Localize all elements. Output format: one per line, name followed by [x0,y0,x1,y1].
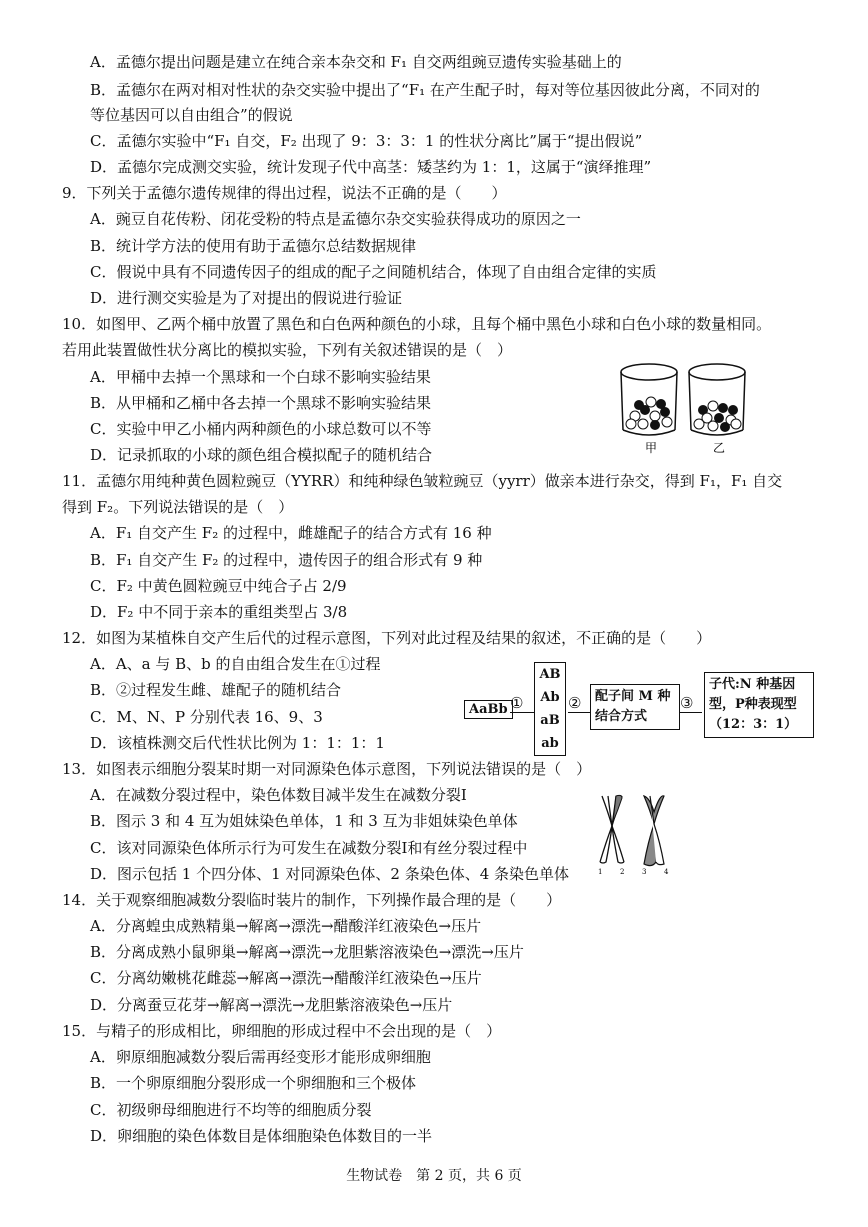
combination-box: 配子间 M 种结合方式 [590,684,680,730]
text-line: A．分离蝗虫成熟精巢→解离→漂洗→醋酸洋红液染色→压片 [90,917,482,935]
text-line: 14．关于观察细胞减数分裂临时装片的制作，下列操作最合理的是（ ） [62,891,562,909]
text-line: 12．如图为某植株自交产生后代的过程示意图，下列对此过程及结果的叙述，不正确的是（ ） [62,629,712,647]
bucket-label-yi: 乙 [713,441,726,455]
chromatid-label-3: 3 [642,868,647,876]
text-line: D．进行测交实验是为了对提出的假说进行验证 [90,289,403,307]
text-line: C．分离幼嫩桃花雌蕊→解离→漂洗→醋酸洋红液染色→压片 [90,969,482,987]
text-line: C．初级卵母细胞进行不均等的细胞质分裂 [90,1101,372,1119]
arrow-2 [568,712,590,713]
text-line: C．F₂ 中黄色圆粒豌豆中纯合子占 2/9 [90,577,347,595]
text-line: C．假说中具有不同遗传因子的组成的配子之间随机结合，体现了自由组合定律的实质 [90,263,657,281]
text-line: B．孟德尔在两对相对性状的杂交实验中提出了“F₁ 在产生配子时，每对等位基因彼此分离，不同对的 [90,81,760,99]
text-line: A．豌豆自花传粉、闭花受粉的特点是孟德尔杂交实验获得成功的原因之一 [90,210,581,228]
text-line: A．卵原细胞减数分裂后需再经变形才能形成卵细胞 [90,1048,431,1066]
chromosome-gray [644,796,664,866]
text-line: D．卵细胞的染色体数目是体细胞染色体数目的一半 [90,1127,433,1145]
text-line: B．统计学方法的使用有助于孟德尔总结数据规律 [90,237,417,255]
gamete-ab-3: aB [540,713,560,728]
text-line: 等位基因可以自由组合”的假说 [90,106,293,124]
text-line: B．分离成熟小鼠卵巢→解离→漂洗→龙胆紫溶液染色→漂洗→压片 [90,943,524,961]
arrow-3 [680,712,702,713]
text-line: D．分离蚕豆花芽→解离→漂洗→龙胆紫溶液染色→压片 [90,996,453,1014]
text-line: D．该植株测交后代性状比例为 1：1：1：1 [90,734,385,752]
text-line: C．孟德尔实验中“F₁ 自交，F₂ 出现了 9：3：3：1 的性状分离比”属于“提出假说” [90,132,643,150]
text-line: B．F₁ 自交产生 F₂ 的过程中，遗传因子的组合形式有 9 种 [90,551,483,569]
figure-13-chromosomes [592,792,682,876]
text-line: 15．与精子的形成相比，卵细胞的形成过程中不会出现的是（ ） [62,1022,502,1040]
text-line: C．实验中甲乙小桶内两种颜色的小球总数可以不等 [90,420,432,438]
text-line: D．图示包括 1 个四分体、1 对同源染色体、2 条染色体、4 条染色单体 [90,865,570,883]
text-line: C．该对同源染色体所示行为可发生在减数分裂Ⅰ和有丝分裂过程中 [90,839,528,857]
offspring-box: 子代:N 种基因型，P种表现型（12：3：1） [704,672,814,738]
text-line: C．M、N、P 分别代表 16、9、3 [90,708,323,726]
text-line: B．一个卵原细胞分裂形成一个卵细胞和三个极体 [90,1074,417,1092]
figure-12-flow [460,660,820,760]
page-footer: 生物试卷 第 2 页，共 6 页 [346,1168,522,1184]
gamete-ab-1: AB [539,667,561,682]
step-1-label: ① [510,694,524,712]
text-line: A．孟德尔提出问题是建立在纯合亲本杂交和 F₁ 自交两组豌豆遗传实验基础上的 [90,53,622,71]
text-line: B．从甲桶和乙桶中各去掉一个黑球不影响实验结果 [90,394,432,412]
chromosome-white [600,795,624,863]
parent-genotype-box: AaBb [464,700,513,719]
text-line: 10．如图甲、乙两个桶中放置了黑色和白色两种颜色的小球，且每个桶中黑色小球和白色小球的数量相同。 [62,315,772,333]
chromatid-label-2: 2 [620,868,625,876]
text-line: A．A、a 与 B、b 的自由组合发生在①过程 [90,655,381,673]
gamete-ab-4: ab [541,736,559,751]
text-line: A．F₁ 自交产生 F₂ 的过程中，雌雄配子的结合方式有 16 种 [90,524,492,542]
bucket-label-jia: 甲 [645,441,658,455]
gamete-ab-2: Ab [540,690,560,705]
text-line: A．在减数分裂过程中，染色体数目减半发生在减数分裂Ⅰ [90,786,467,804]
text-line: 11．孟德尔用纯种黄色圆粒豌豆（YYRR）和纯种绿色皱粒豌豆（yyrr）做亲本进行杂交，得到 F₁，F₁ 自交 [62,472,783,490]
text-line: D．F₂ 中不同于亲本的重组类型占 3/8 [90,603,348,621]
text-line: 9．下列关于孟德尔遗传规律的得出过程，说法不正确的是（ ） [62,184,507,202]
text-line: D．记录抓取的小球的颜色组合模拟配子的随机结合 [90,446,433,464]
gametes-box [534,662,566,756]
text-line: 得到 F₂。下列说法错误的是（ ） [62,498,294,516]
text-line: 13．如图表示细胞分裂某时期一对同源染色体示意图，下列说法错误的是（ ） [62,760,592,778]
figure-10-buckets [615,360,765,460]
bucket-yi [689,364,745,435]
text-line: B．②过程发生雌、雄配子的随机结合 [90,681,342,699]
text-line: 若用此装置做性状分离比的模拟实验，下列有关叙述错误的是（ ） [62,341,513,359]
text-line: A．甲桶中去掉一个黑球和一个白球不影响实验结果 [90,368,431,386]
step-3-label: ③ [680,694,694,712]
chromatid-label-4: 4 [664,868,669,876]
text-line: D．孟德尔完成测交实验，统计发现子代中高茎：矮茎约为 1：1，这属于“演绎推理” [90,158,652,176]
bucket-jia [621,364,677,435]
arrow-1 [510,712,534,713]
text-line: B．图示 3 和 4 互为姐妹染色单体，1 和 3 互为非姐妹染色单体 [90,812,518,830]
chromatid-label-1: 1 [598,868,603,876]
step-2-label: ② [568,694,582,712]
